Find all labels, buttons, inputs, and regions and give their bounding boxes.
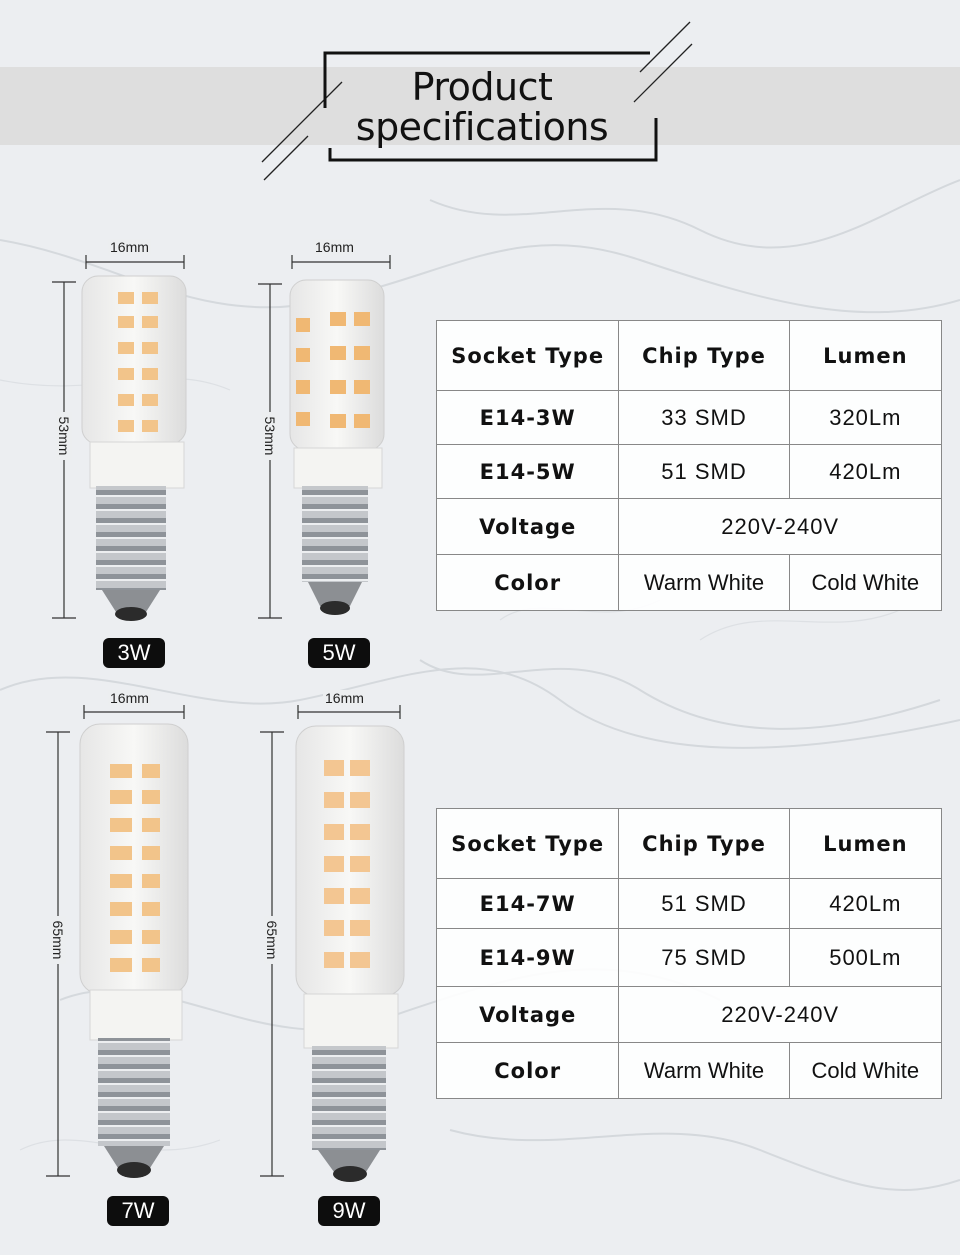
chip-cell: 51 SMD: [619, 879, 789, 929]
bulb-7w-width-label: 16mm: [110, 690, 149, 706]
header-lumen: Lumen: [789, 809, 941, 879]
watt-label-7w: 7W: [107, 1196, 169, 1226]
bulb-5w-height-label: 53mm: [262, 412, 278, 460]
color-cold-white: Cold White: [789, 555, 941, 611]
watt-label-5w: 5W: [308, 638, 370, 668]
header-socket-type: Socket Type: [437, 321, 619, 391]
bulb-3w-width-label: 16mm: [110, 239, 149, 255]
bulb-3w-height-label: 53mm: [56, 412, 72, 460]
watt-label-3w: 3W: [103, 638, 165, 668]
chip-cell: 75 SMD: [619, 929, 789, 987]
table-header-row: [437, 809, 942, 879]
color-warm-white: Warm White: [619, 555, 789, 611]
title-line-2: specifications: [355, 105, 609, 149]
lumen-cell: 320Lm: [789, 391, 941, 445]
bulb-7w-height-label: 65mm: [50, 916, 66, 964]
color-row: [437, 1043, 942, 1099]
socket-cell: E14-9W: [437, 929, 619, 987]
lumen-cell: 420Lm: [789, 879, 941, 929]
socket-cell: E14-5W: [437, 445, 619, 499]
chip-cell: 33 SMD: [619, 391, 789, 445]
header-lumen: Lumen: [789, 321, 941, 391]
voltage-row: [437, 499, 942, 555]
voltage-label: Voltage: [437, 987, 619, 1043]
voltage-value: 220V-240V: [619, 499, 942, 555]
lumen-cell: 420Lm: [789, 445, 941, 499]
bulb-9w-image: [296, 726, 404, 1182]
header-chip-type: Chip Type: [619, 321, 789, 391]
chip-cell: 51 SMD: [619, 445, 789, 499]
socket-cell: E14-7W: [437, 879, 619, 929]
spec-table-1: [436, 320, 942, 611]
table-row: [437, 929, 942, 987]
bulb-7w-image: [80, 724, 188, 1178]
table-row: [437, 445, 942, 499]
bulb-5w-image: [290, 280, 384, 615]
bulb-9w-width-label: 16mm: [325, 690, 364, 706]
watt-label-9w: 9W: [318, 1196, 380, 1226]
color-row: [437, 555, 942, 611]
socket-cell: E14-3W: [437, 391, 619, 445]
voltage-row: [437, 987, 942, 1043]
table-header-row: [437, 321, 942, 391]
color-label: Color: [437, 1043, 619, 1099]
lumen-cell: 500Lm: [789, 929, 941, 987]
header-socket-type: Socket Type: [437, 809, 619, 879]
table-row: [437, 391, 942, 445]
voltage-label: Voltage: [437, 499, 619, 555]
bulb-3w-image: [82, 276, 186, 621]
color-warm-white: Warm White: [619, 1043, 789, 1099]
voltage-value: 220V-240V: [619, 987, 942, 1043]
spec-table-2: [436, 808, 942, 1099]
color-cold-white: Cold White: [789, 1043, 941, 1099]
header-chip-type: Chip Type: [619, 809, 789, 879]
bulb-9w-height-label: 65mm: [264, 916, 280, 964]
title-line-1: Product: [411, 65, 553, 109]
table-row: [437, 879, 942, 929]
color-label: Color: [437, 555, 619, 611]
bulb-5w-width-label: 16mm: [315, 239, 354, 255]
bulb-illustrations: [0, 0, 430, 1255]
